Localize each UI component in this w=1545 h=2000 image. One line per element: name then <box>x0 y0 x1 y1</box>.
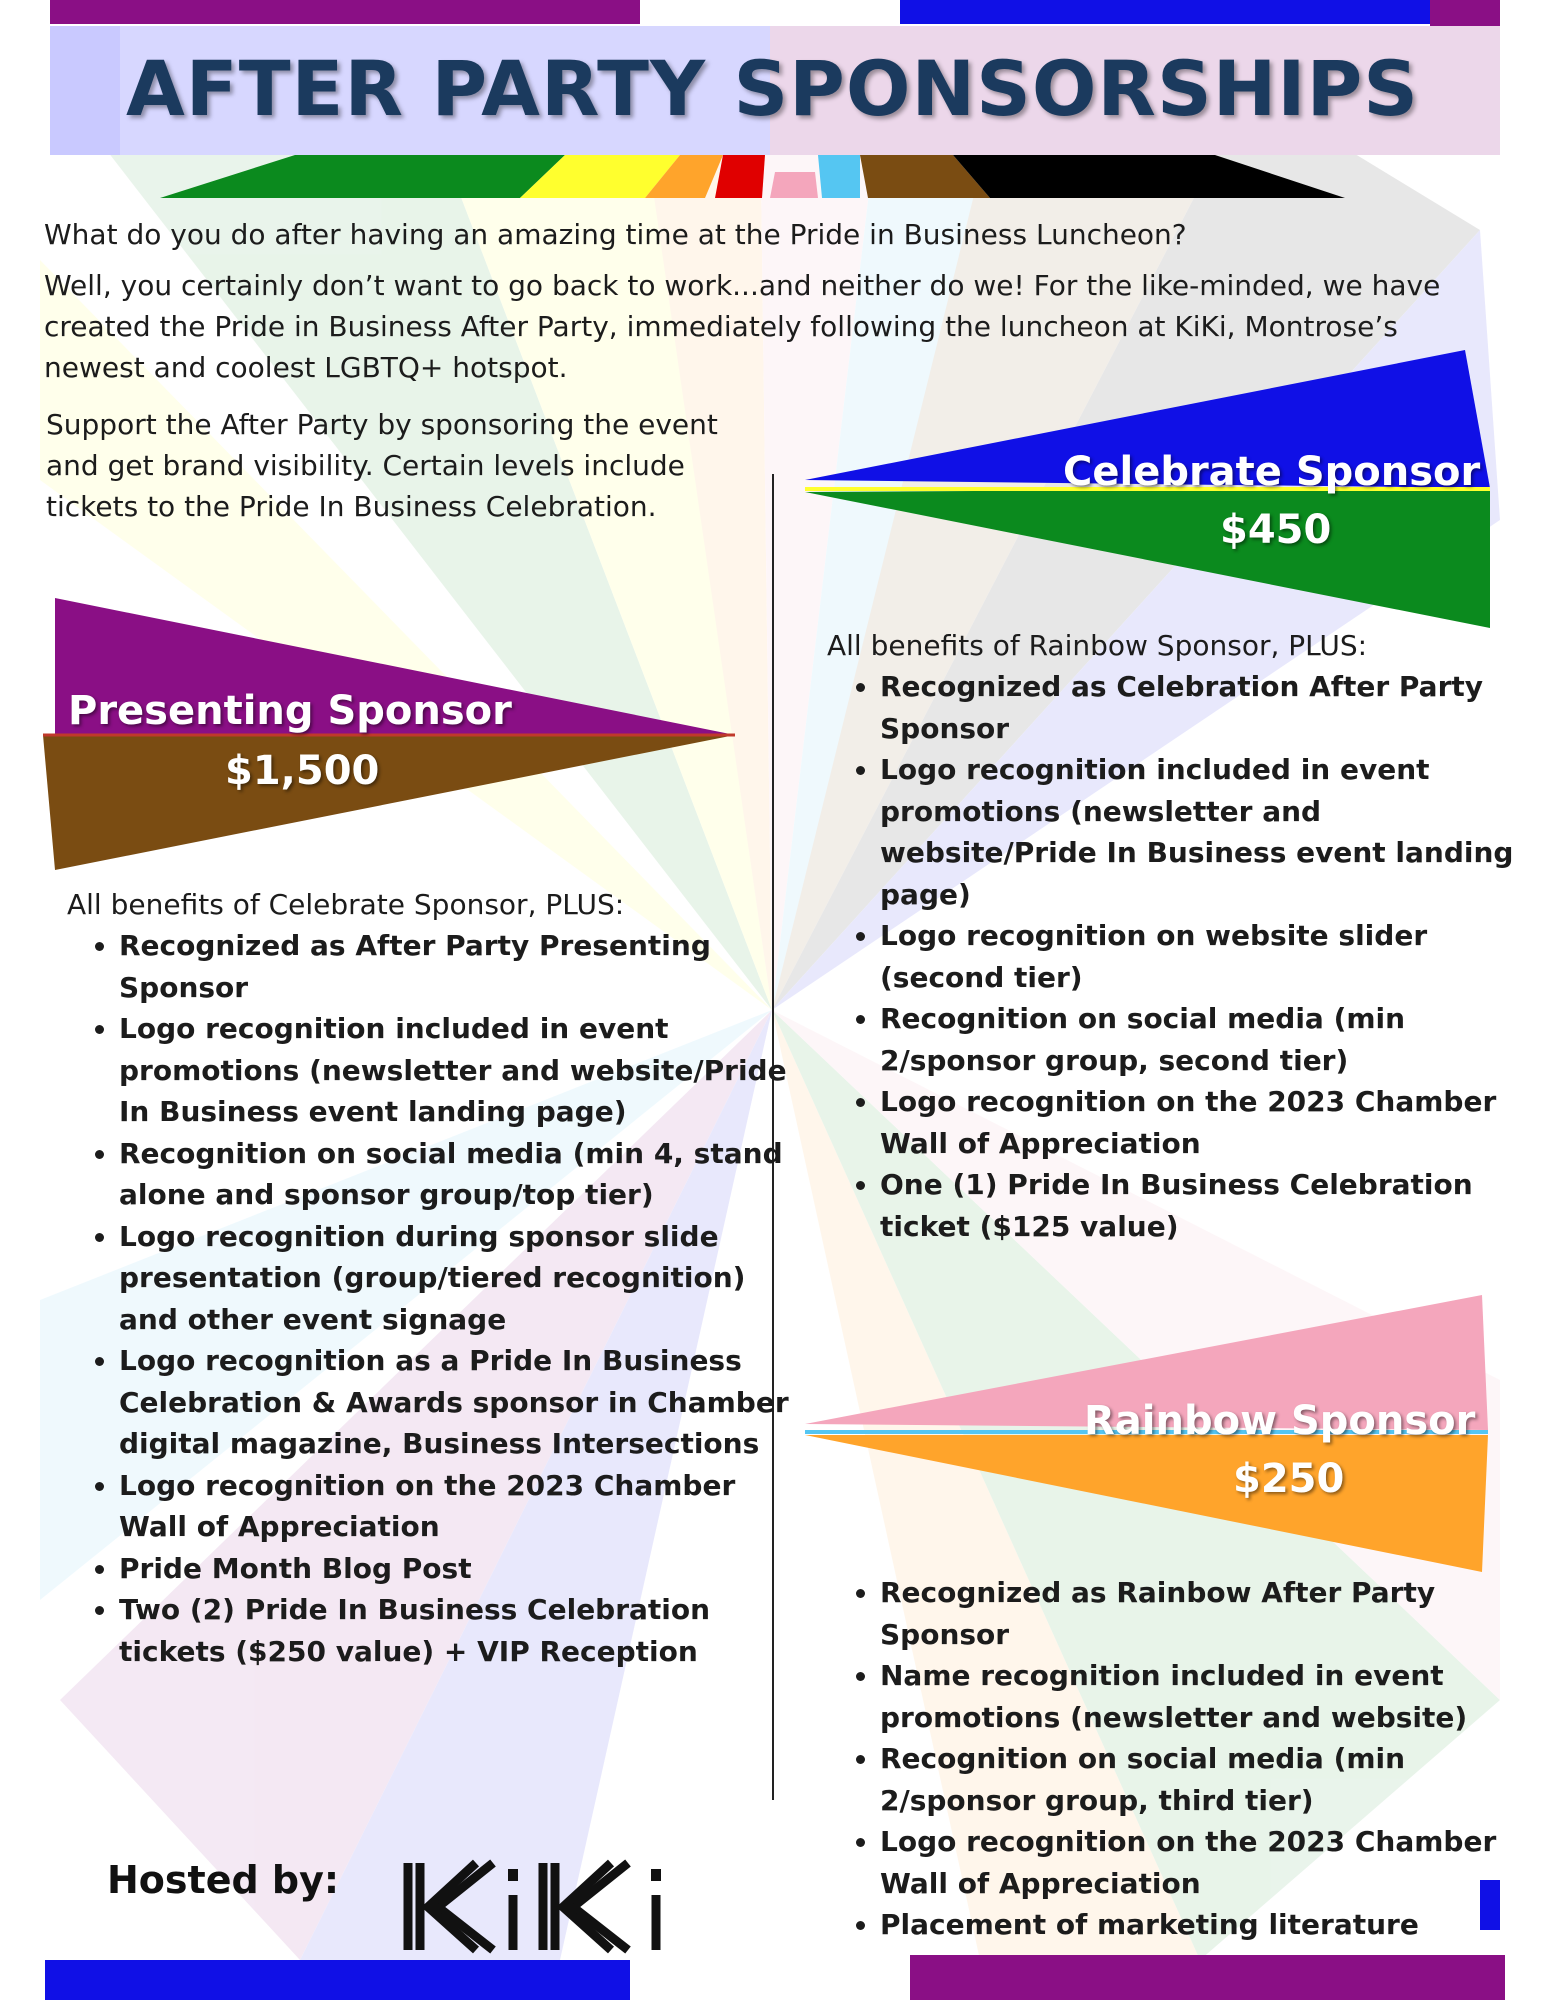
celebrate-sponsor-price: $450 <box>1220 507 1332 553</box>
rainbow-benefit-item: • Name recognition included in event promotions (newsletter and website) <box>880 1655 1545 1738</box>
celebrate-benefit-item: • Logo recognition on website slider (second tier) <box>880 915 1545 998</box>
rainbow-benefit-item: • Recognition on social media (min 2/sponsor group, third tier) <box>880 1738 1545 1821</box>
presenting-benefit-item: • Logo recognition as a Pride In Business Celebration & Awards sponsor in Chamber digital magazine, Business Intersections <box>119 1340 789 1465</box>
intro-paragraph: Well, you certainly don’t want to go back to work...and neither do we! For the like-minded, we have created the Pride in Business After Party, immediately following the luncheon at KiKi, Montrose’s newest and coolest LGBTQ+ hotspot. <box>44 269 1441 384</box>
presenting-benefit-item: • Pride Month Blog Post <box>119 1548 789 1590</box>
celebrate-benefit-item: • One (1) Pride In Business Celebration ticket ($125 value) <box>880 1164 1545 1247</box>
presenting-lead: All benefits of Celebrate Sponsor, PLUS: <box>67 888 625 921</box>
presenting-sponsor-price: $1,500 <box>225 748 380 794</box>
rainbow-sponsor-title: Rainbow Sponsor <box>1084 1398 1476 1444</box>
intro-question: What do you do after having an amazing time at the Pride in Business Luncheon? <box>44 218 1187 251</box>
intro-support: Support the After Party by sponsoring the event and get brand visibility. Certain levels include tickets to the Pride In Business Celebration. <box>46 408 718 523</box>
hosted-by-label: Hosted by: <box>107 1858 340 1902</box>
rainbow-benefit-item: • Logo recognition on the 2023 Chamber Wall of Appreciation <box>880 1821 1545 1904</box>
presenting-benefit-item: • Two (2) Pride In Business Celebration tickets ($250 value) + VIP Reception <box>119 1589 789 1672</box>
presenting-benefit-item: • Logo recognition included in event promotions (newsletter and website/Pride In Business event landing page) <box>119 1008 789 1133</box>
presenting-sponsor-title: Presenting Sponsor <box>68 688 512 734</box>
presenting-benefit-item: • Logo recognition on the 2023 Chamber Wall of Appreciation <box>119 1465 789 1548</box>
presenting-benefit-item: • Recognized as After Party Presenting Sponsor <box>119 925 789 1008</box>
celebrate-benefits-list <box>828 666 1545 1247</box>
rainbow-benefits-list <box>828 1572 1545 1946</box>
rainbow-benefit-item: • Placement of marketing literature <box>880 1904 1545 1946</box>
celebrate-lead: All benefits of Rainbow Sponsor, PLUS: <box>827 629 1368 662</box>
presenting-benefit-item: • Recognition on social media (min 4, stand alone and sponsor group/top tier) <box>119 1133 789 1216</box>
celebrate-benefit-item: • Logo recognition on the 2023 Chamber Wall of Appreciation <box>880 1081 1545 1164</box>
celebrate-benefit-item: • Recognition on social media (min 2/sponsor group, second tier) <box>880 998 1545 1081</box>
celebrate-benefit-item: • Recognized as Celebration After Party Sponsor <box>880 666 1545 749</box>
page-title: AFTER PARTY SPONSORSHIPS <box>125 44 1420 133</box>
kiki-logo-icon <box>398 1855 678 1955</box>
presenting-benefits-list <box>67 925 789 1672</box>
presenting-benefit-item: • Logo recognition during sponsor slide presentation (group/tiered recognition) and other event signage <box>119 1216 789 1341</box>
celebrate-sponsor-title: Celebrate Sponsor <box>1063 449 1481 495</box>
celebrate-benefit-item: • Logo recognition included in event promotions (newsletter and website/Pride In Business event landing page) <box>880 749 1545 915</box>
kiki-logo <box>398 1855 678 1955</box>
rainbow-sponsor-price: $250 <box>1233 1456 1345 1502</box>
rainbow-benefit-item: • Recognized as Rainbow After Party Sponsor <box>880 1572 1545 1655</box>
